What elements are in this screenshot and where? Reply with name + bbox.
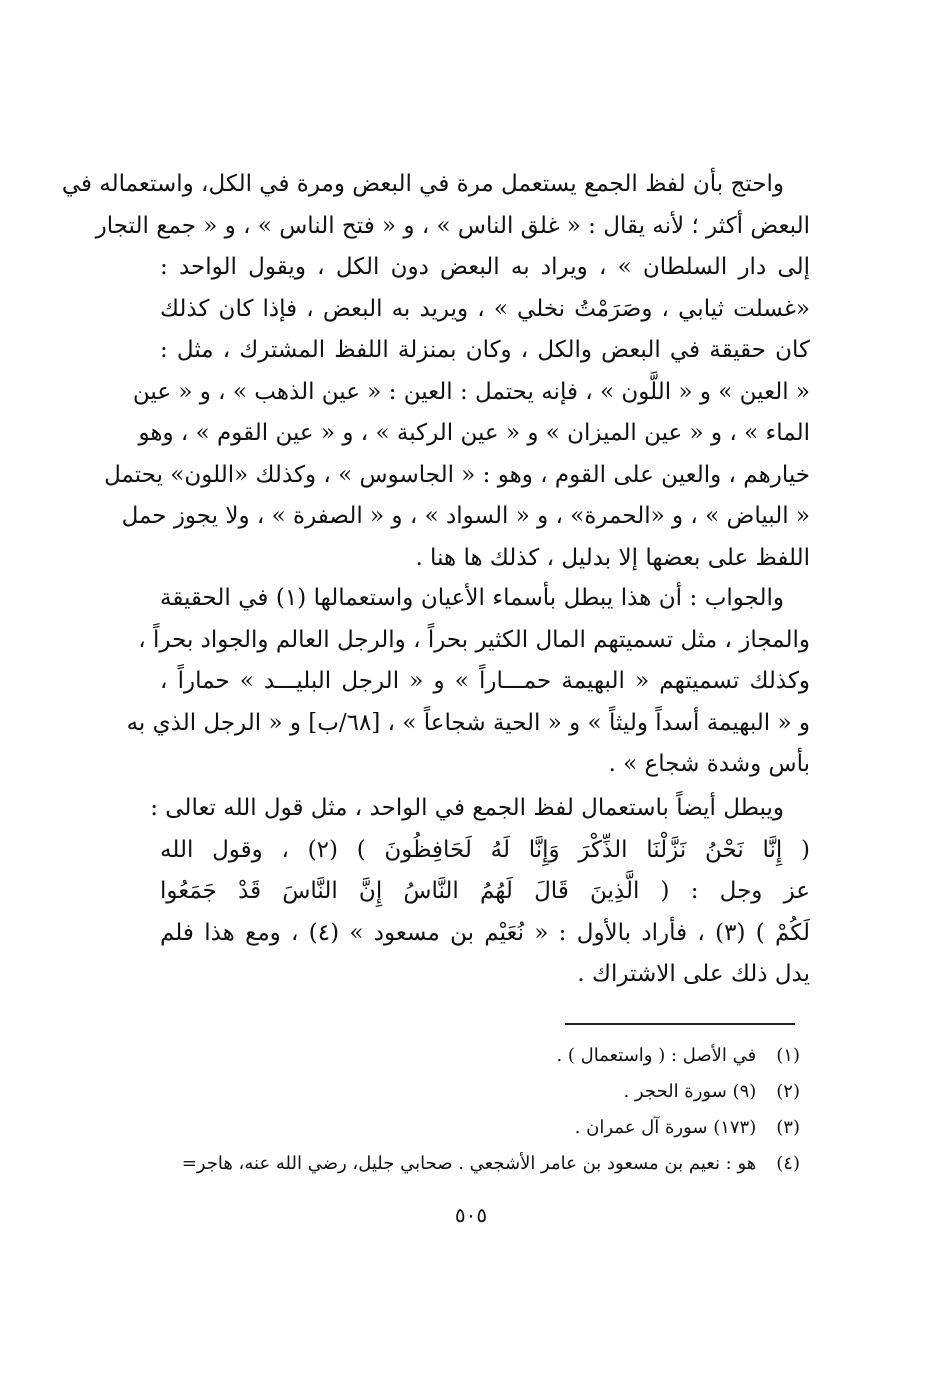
footnotes bbox=[140, 1038, 800, 1182]
text-line: لَكُمْ ) (٣) ، فأراد بالأول : « نُعَيْم بن مسعود » (٤) ، ومع هذا فلم bbox=[160, 919, 810, 946]
footnote-number: (٤) bbox=[776, 1153, 800, 1174]
text-line: اللفظ على بعضها إلا بدليل ، كذلك ها هنا . bbox=[415, 544, 810, 571]
text-line: ( إِنَّا نَحْنُ نَزَّلْنَا الذِّكْرَ وَإِنَّا لَهُ لَحَافِظُونَ ) (٢) ، وقول الله bbox=[160, 836, 810, 863]
text-line: « العين » و « اللَّون » ، فإنه يحتمل : العين : « عين الذهب » ، و « عين bbox=[132, 378, 810, 405]
text-line: والمجاز ، مثل تسميتهم المال الكثير بحراً ، والرجل العالم والجواد بحراً ، bbox=[138, 626, 810, 653]
text-line: كان حقيقة في البعض والكل ، وكان بمنزلة اللفظ المشترك ، مثل : bbox=[160, 337, 810, 363]
text-line: إلى دار السلطان » ، ويراد به البعض دون الكل ، ويقول الواحد : bbox=[160, 254, 810, 280]
footnote-item bbox=[140, 1146, 800, 1182]
footnote-text: (٩) سورة الحجر . bbox=[623, 1081, 757, 1102]
footnote-number: (١) bbox=[776, 1045, 800, 1066]
page-number: ٥٠٥ bbox=[454, 1203, 488, 1227]
footnote-number: (٣) bbox=[776, 1117, 800, 1138]
footnote-item bbox=[140, 1110, 800, 1146]
paragraph-argument bbox=[61, 164, 810, 579]
text-line: الماء » ، و « عين الميزان » و « عين الركبة » ، و « عين القوم » ، وهو bbox=[138, 420, 810, 446]
paragraph-refutation bbox=[150, 788, 810, 996]
footnote-divider bbox=[565, 1023, 795, 1025]
footnote-text: هو : نعيم بن مسعود بن عامر الأشجعي . صحابي جليل، رضي الله عنه، هاجر= bbox=[181, 1153, 757, 1174]
text-line: « البياض » ، و «الحمرة» ، و « السواد » ، و « الصفرة » ، ولا يجوز حمل bbox=[121, 503, 810, 529]
footnote-item bbox=[140, 1038, 800, 1074]
footnote-text: في الأصل : ( واستعمال ) . bbox=[556, 1045, 757, 1066]
text-line: بأس وشدة شجاع » . bbox=[608, 751, 810, 777]
footnote-item bbox=[140, 1074, 800, 1110]
text-line: البعض أكثر ؛ لأنه يقال : « غلق الناس » ، و « فتح الناس » ، و « جمع التجار bbox=[95, 212, 810, 239]
text-line: عز وجل : ( الَّذِينَ قَالَ لَهُمُ النَّاسُ إِنَّ النَّاسَ قَدْ جَمَعُوا bbox=[160, 878, 810, 904]
text-line: ويبطل أيضاً باستعمال لفظ الجمع في الواحد ، مثل قول الله تعالى : bbox=[150, 795, 784, 821]
text-line: «غسلت ثيابي ، وصَرَمْتُ نخلي » ، ويريد به البعض ، فإذا كان كذلك bbox=[160, 295, 810, 322]
footnote-text: (١٧٣) سورة آل عمران . bbox=[574, 1117, 757, 1138]
text-line: يدل ذلك على الاشتراك . bbox=[577, 961, 810, 987]
text-line: وكذلك تسميتهم « البهيمة حمـــاراً » و « الرجل البليـــد » حماراً ، bbox=[160, 668, 810, 694]
footnote-number: (٢) bbox=[776, 1081, 800, 1102]
text-line: خيارهم ، والعين على القوم ، وهو : « الجاسوس » ، وكذلك «اللون» يحتمل bbox=[104, 461, 810, 488]
paragraph-answer bbox=[126, 578, 810, 786]
text-line: والجواب : أن هذا يبطل بأسماء الأعيان واستعمالها (١) في الحقيقة bbox=[160, 585, 785, 611]
text-line: و « البهيمة أسداً وليثاً » و « الحية شجاعاً » ، [٦٨/ب] و « الرجل الذي به bbox=[126, 709, 810, 736]
text-line: واحتج بأن لفظ الجمع يستعمل مرة في البعض ومرة في الكل، واستعماله في bbox=[61, 171, 784, 197]
